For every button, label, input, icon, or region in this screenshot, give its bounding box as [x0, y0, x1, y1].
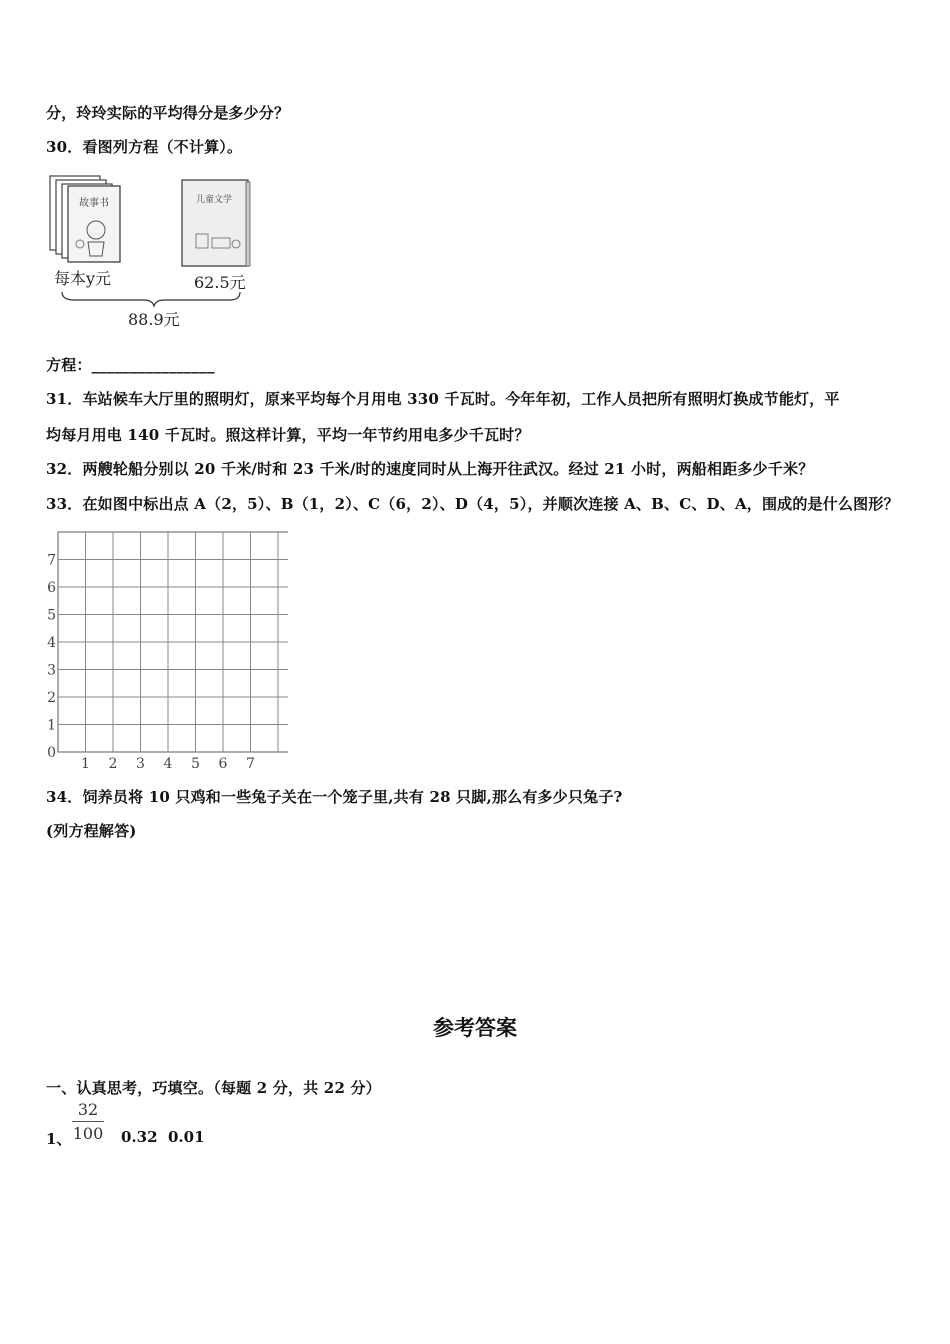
y-tick-label: 0: [47, 745, 56, 761]
right-price-label: 62.5元: [194, 273, 246, 292]
answers-title: 参考答案: [433, 1016, 517, 1040]
story-books-illustration: [50, 176, 120, 262]
answer1-value1: 0.32: [121, 1128, 158, 1146]
x-tick-label: 4: [163, 756, 173, 772]
y-tick-label: 1: [47, 717, 56, 734]
left-price-label: 每本y元: [54, 269, 112, 288]
q29-tail-text: 分，玲玲实际的平均得分是多少分？: [46, 104, 290, 122]
q34-text: 34．饲养员将 10 只鸡和一些兔子关在一个笼子里,共有 28 只脚,那么有多少只兔子?: [46, 788, 623, 806]
books-figure: [44, 172, 264, 332]
q31-text-line1: 31．车站候车大厅里的照明灯，原来平均每个月用电 330 千瓦时。今年年初，工作人员把所有照明灯换成节能灯，平: [46, 390, 840, 408]
x-tick-label: 7: [246, 756, 255, 772]
book1-title: 故事书: [79, 198, 109, 209]
y-tick-label: 3: [47, 662, 56, 679]
fraction-denominator: 100: [72, 1124, 104, 1143]
q30-text: 30．看图列方程（不计算）。: [46, 138, 243, 156]
y-tick-label: 6: [47, 580, 56, 596]
total-brace: [62, 292, 240, 306]
x-tick-label: 5: [191, 756, 200, 772]
x-tick-label: 3: [136, 756, 145, 772]
answer1-label: 1、: [46, 1130, 72, 1148]
q33-text: 33．在如图中标出点 A（2，5）、B（1，2）、C（6，2）、D（4，5），并顺次连接 A、B、C、D、A，围成的是什么图形？: [46, 495, 899, 513]
y-tick-label: 7: [47, 552, 56, 569]
literature-book-illustration: [182, 180, 250, 266]
answers-section1-heading: 一、认真思考，巧填空。（每题 2 分，共 22 分）: [46, 1079, 381, 1097]
answer1-value2: 0.01: [168, 1128, 205, 1146]
q34-note: (列方程解答): [46, 822, 137, 840]
q30-equation-blank: 方程：________________: [46, 356, 215, 374]
y-tick-label: 5: [47, 607, 56, 624]
x-tick-label: 1: [81, 756, 90, 772]
book2-title: 儿童文学: [195, 195, 233, 205]
q32-text: 32．两艘轮船分别以 20 千米/时和 23 千米/时的速度同时从上海开往武汉。经过 21 小时，两船相距多少千米？: [46, 460, 814, 478]
coordinate-grid: [44, 528, 288, 772]
x-tick-label: 6: [218, 756, 228, 772]
x-tick-label: 2: [108, 756, 118, 772]
y-tick-label: 2: [47, 690, 56, 706]
q31-text-line2: 均每月用电 140 千瓦时。照这样计算，平均一年节约用电多少千瓦时？: [46, 426, 530, 444]
fraction-numerator: 32: [77, 1100, 99, 1119]
answer1-fraction: [72, 1100, 104, 1143]
y-tick-label: 4: [47, 635, 56, 651]
total-price-label: 88.9元: [128, 310, 180, 329]
